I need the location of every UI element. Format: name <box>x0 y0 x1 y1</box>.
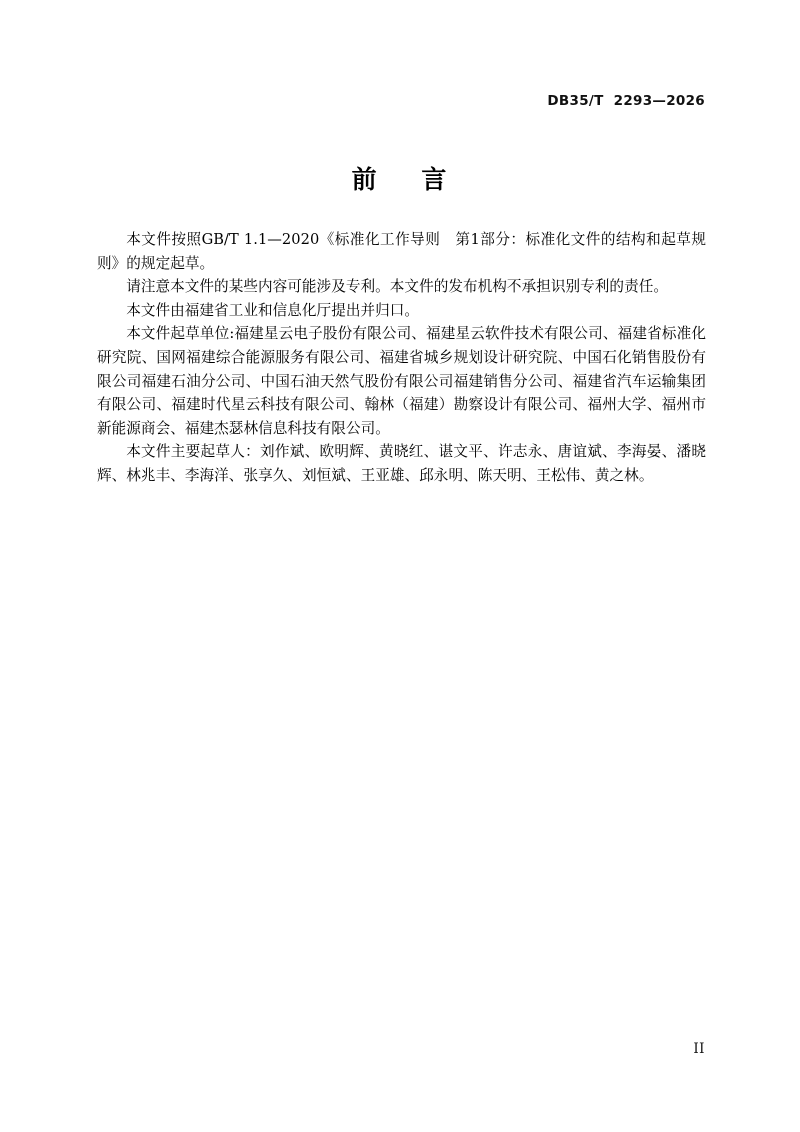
paragraph: 本文件主要起草人：刘作斌、欧明辉、黄晓红、谌文平、许志永、唐谊斌、李海晏、潘晓辉、林兆丰、李海洋、张享久、刘恒斌、王亚雄、邱永明、陈天明、王松伟、黄之林。 <box>97 443 706 484</box>
paragraph: 请注意本文件的某些内容可能涉及专利。本文件的发布机构不承担识别专利的责任。 <box>126 278 669 296</box>
paragraph: 本文件起草单位:福建星云电子股份有限公司、福建星云软件技术有限公司、福建省标准化研究院、国网福建综合能源服务有限公司、福建省城乡规划设计研究院、中国石化销售股份有限公司福建石油分公司、中国石油天然气股份有限公司福建销售分公司、福建省汽车运输集团有限公司、福建时代星云科技有限公司、翰林（福建）勘察设计有限公司、福州大学、福州市新能源商会、福建杰瑟林信息科技有限公司。 <box>97 325 706 437</box>
running-footer <box>95 1038 705 1060</box>
paragraph: 本文件按照GB/T 1.1—2020《标准化工作导则 第1部分：标准化文件的结构和起草规则》的规定起草。 <box>97 231 706 272</box>
page-title: 前 言 <box>351 165 449 194</box>
foreword-body <box>97 228 706 488</box>
standard-number: DB35/T 2293—2026 <box>547 93 705 109</box>
running-header <box>95 93 705 113</box>
paragraph: 本文件由福建省工业和信息化厅提出并归口。 <box>126 301 420 319</box>
page-number: II <box>693 1041 705 1057</box>
